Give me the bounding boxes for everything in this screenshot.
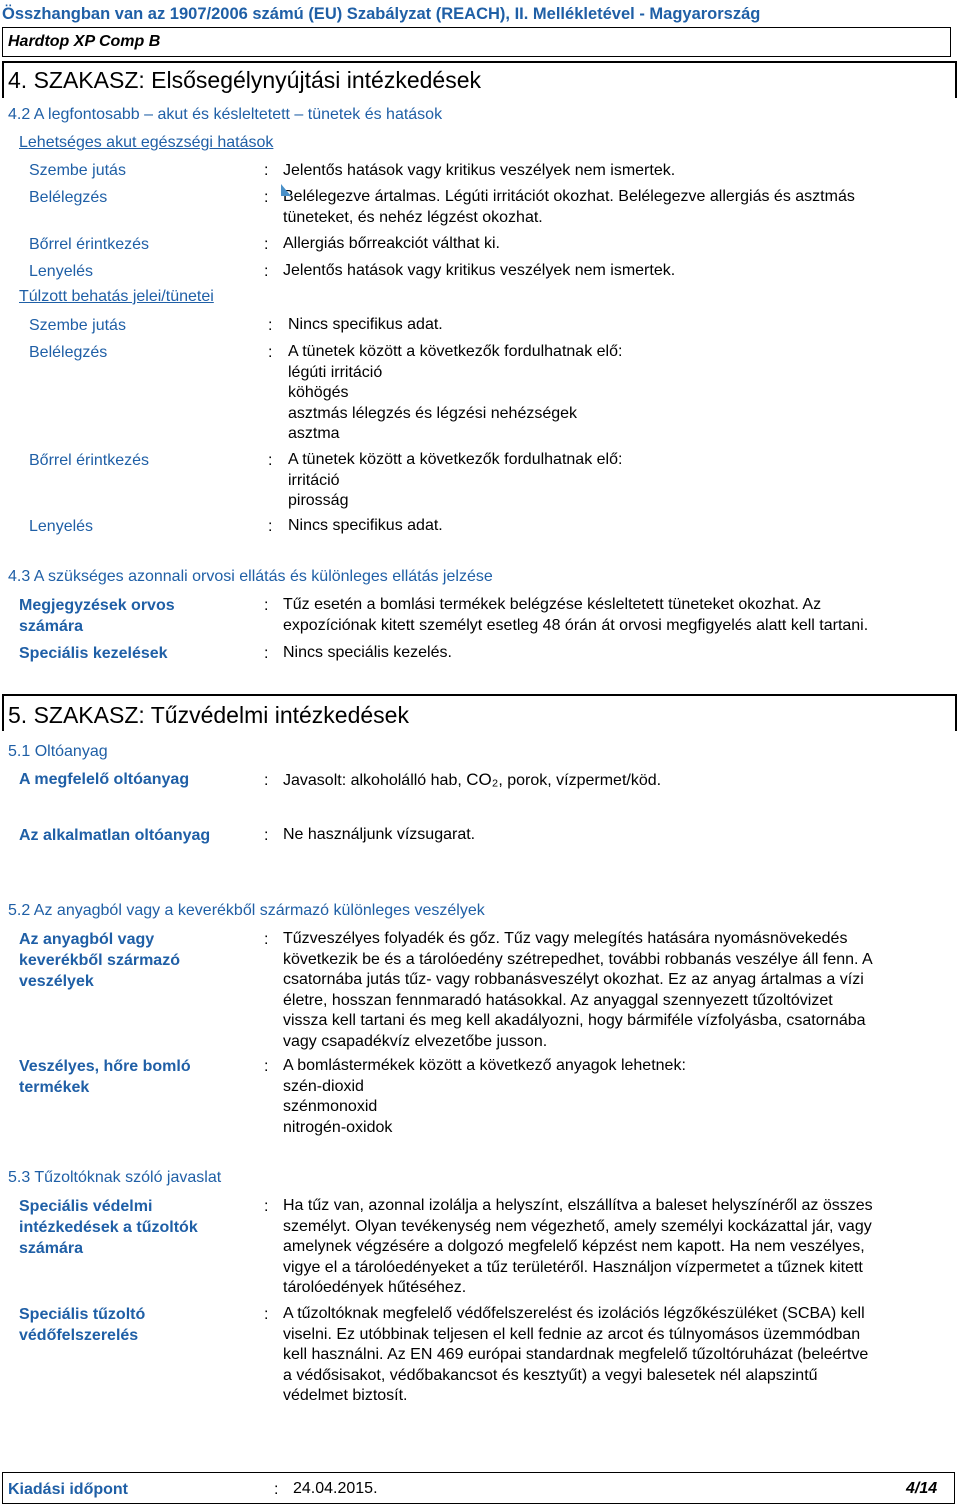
- text-line: asztmás lélegzés és légzési nehézségek: [288, 404, 578, 422]
- acute-skin-text: Allergiás bőrreakciót válthat ki.: [283, 235, 500, 252]
- text-line: csatornába jutás tűz- vagy robbanásveszélyt okozhat. Ez az anyag ártalmas a vízi: [283, 971, 864, 988]
- text-part: Javasolt: alkoholálló hab,: [283, 772, 467, 789]
- doctor-notes-text: [283, 595, 868, 636]
- text-line: életre, hosszan fennmaradó hatásokkal. Az anyaggal szennyezett tűzoltóvizet: [283, 991, 833, 1009]
- acute-skin-label: Bőrrel érintkezés: [29, 236, 150, 253]
- special-treatment-label: Speciális kezelések: [19, 645, 168, 662]
- section-4-title: 4. SZAKASZ: Elsősegélynyújtási intézkedések: [8, 67, 482, 93]
- label-line: védőfelszerelés: [19, 1327, 139, 1344]
- text-line: következik be és a tárolóedény szétrepedhet, további robbanás veszélye áll fenn. A: [283, 950, 873, 968]
- colon: :: [274, 1481, 279, 1498]
- firefighter-protection-label: [19, 1196, 198, 1259]
- over-ingest-label: Lenyelés: [29, 518, 94, 535]
- text-part: , porok, vízpermet/köd.: [498, 772, 662, 789]
- decomposition-label: [19, 1056, 191, 1098]
- issue-date: 24.04.2015.: [293, 1480, 378, 1497]
- colon: :: [264, 263, 269, 280]
- text-line: vigye el a tárolóedényeket a tűz területéről. Használjon vízpermetet a tűznek kitett: [283, 1258, 863, 1276]
- text-line: szén-dioxid: [283, 1077, 364, 1095]
- edit-marker-icon: [281, 184, 291, 196]
- label-line: Speciális tűzoltó: [19, 1306, 146, 1323]
- section-5-title: 5. SZAKASZ: Tűzvédelmi intézkedések: [8, 702, 409, 728]
- text-line: A bomlástermékek között a következő anyagok lehetnek:: [283, 1057, 686, 1074]
- text-line: szénmonoxid: [283, 1098, 378, 1115]
- acute-ingest-label: Lenyelés: [29, 263, 94, 280]
- label-line: keverékből származó: [19, 952, 180, 969]
- over-skin-label: Bőrrel érintkezés: [29, 452, 150, 469]
- acute-inhal-label: Belélegzés: [29, 189, 108, 206]
- text-line: A tűzoltóknak megfelelő védőfelszerelést és izolációs légzőkészüléket (SCBA) kell: [283, 1305, 865, 1322]
- text-line: Tűz esetén a bomlási termékek belégzése késleltetett tüneteket okozhat. Az: [283, 596, 822, 613]
- text-line: légúti irritáció: [288, 363, 383, 381]
- firefighter-equipment-label: [19, 1304, 145, 1346]
- colon: :: [264, 1058, 269, 1075]
- text-line: kell használni. Az EN 469 európai standardnak megfelelő tűzoltóruházat (beleértve: [283, 1346, 869, 1363]
- text-line: asztma: [288, 425, 340, 442]
- text-line: Ha tűz van, azonnal izolálja a helyszínt, elszállítva a baleset helyszínéről az összes: [283, 1197, 873, 1214]
- text-line: A tünetek között a következők fordulhatnak elő:: [288, 451, 623, 468]
- colon: :: [264, 645, 269, 662]
- subsection-5-2-title: 5.2 Az anyagból vagy a keverékből származó különleges veszélyek: [8, 902, 485, 919]
- footer-box: [2, 1472, 955, 1504]
- acute-eye-label: Szembe jutás: [29, 162, 126, 179]
- subsection-5-3-title: 5.3 Tűzoltóknak szóló javaslat: [8, 1169, 222, 1186]
- colon: :: [264, 189, 269, 206]
- over-eye-label: Szembe jutás: [29, 317, 126, 334]
- text-line: amelynek végzésére a dolgozó megfelelő képzést nem kapott. Ha nem veszélyes,: [283, 1238, 865, 1255]
- text-line: tárolóedények hűtéséhez.: [283, 1279, 467, 1296]
- colon: :: [268, 317, 273, 334]
- label-line: Speciális védelmi: [19, 1198, 153, 1215]
- text-line: tüneteket, és nehéz légzést okozhat.: [283, 208, 543, 226]
- hazards-label: [19, 929, 180, 992]
- label-line: számára: [19, 618, 84, 635]
- unsuitable-media-text: Ne használjunk vízsugarat.: [283, 826, 476, 843]
- product-name: Hardtop XP Comp B: [8, 33, 161, 50]
- subsection-5-1-title: 5.1 Oltóanyag: [8, 743, 108, 760]
- label-line: Az anyagból vagy: [19, 931, 155, 948]
- acute-ingest-text: Jelentős hatások vagy kritikus veszélyek nem ismertek.: [283, 262, 676, 279]
- text-line: irritáció: [288, 471, 340, 489]
- overexposure-title: Túlzott behatás jelei/tünetei: [19, 288, 214, 305]
- page-number: 4/14: [906, 1480, 938, 1497]
- unsuitable-media-label: Az alkalmatlan oltóanyag: [19, 827, 211, 844]
- colon: :: [264, 1306, 269, 1323]
- text-line: viselni. Ez utóbbinak teljesen el kell fednie az arcot és túlnyomásos üzemmódban: [283, 1325, 861, 1343]
- text-line: Belélegezve ártalmas. Légúti irritációt okozhat. Belélegezve allergiás és asztmás: [283, 188, 855, 205]
- colon: :: [264, 236, 269, 253]
- decomposition-text: [283, 1056, 686, 1138]
- text-line: pirosság: [288, 492, 349, 509]
- suitable-media-label: A megfelelő oltóanyag: [19, 771, 190, 788]
- label-line: számára: [19, 1240, 84, 1257]
- text-line: vissza kell tartani és meg kell akadályozni, hogy bármiféle vízfolyásba, csatornába: [283, 1012, 866, 1029]
- text-line: nitrogén-oxidok: [283, 1118, 393, 1136]
- over-eye-text: Nincs specifikus adat.: [288, 316, 443, 333]
- acute-inhal-text: [283, 187, 855, 228]
- issue-date-label: Kiadási időpont: [8, 1481, 128, 1498]
- acute-effects-title: Lehetséges akut egészségi hatások: [19, 134, 274, 151]
- colon: :: [264, 162, 269, 179]
- acute-eye-text: Jelentős hatások vagy kritikus veszélyek nem ismertek.: [283, 162, 676, 179]
- over-inhal-label: Belélegzés: [29, 344, 108, 361]
- text-line: személyt. Olyan tevékenység nem végezhető, amely személyi kockázattal jár, vagy: [283, 1217, 872, 1235]
- text-line: expozíciónak kitett személyt esetleg 48 órán át orvosi megfigyelés alatt kell tartani.: [283, 616, 869, 634]
- colon: :: [264, 1198, 269, 1215]
- doctor-notes-label: [19, 595, 175, 637]
- suitable-media-text: [283, 770, 661, 792]
- label-line: intézkedések a tűzoltók: [19, 1219, 198, 1236]
- firefighter-equipment-text: [283, 1304, 868, 1407]
- text-line: köhögés: [288, 384, 349, 401]
- colon: :: [264, 597, 269, 614]
- firefighter-protection-text: [283, 1196, 873, 1299]
- text-line: a védősisakot, védőbakancsot és kesztyűt) a vegyi balesetek nél alapszintű: [283, 1366, 818, 1384]
- colon: :: [268, 518, 273, 535]
- colon: :: [264, 931, 269, 948]
- over-ingest-text: Nincs specifikus adat.: [288, 517, 443, 534]
- label-line: Veszélyes, hőre bomló: [19, 1058, 191, 1075]
- text-line: vagy csapadékvíz elvezetőbe jusson.: [283, 1032, 548, 1050]
- over-inhal-text: [288, 342, 622, 445]
- colon: :: [268, 344, 273, 361]
- regulation-header: Összhangban van az 1907/2006 számú (EU) Szabályzat (REACH), II. Mellékletével - Magyarország: [2, 5, 761, 23]
- text-line: Tűzveszélyes folyadék és gőz. Tűz vagy melegítés hatására nyomásnövekedés: [283, 930, 848, 947]
- colon: :: [264, 772, 269, 789]
- label-line: termékek: [19, 1079, 90, 1096]
- co2-formula: CO₂: [466, 770, 499, 789]
- text-line: védelmet biztosít.: [283, 1387, 408, 1404]
- label-line: Megjegyzések orvos: [19, 597, 175, 614]
- hazards-text: [283, 929, 873, 1052]
- colon: :: [264, 827, 269, 844]
- over-skin-text: [288, 450, 622, 512]
- special-treatment-text: Nincs speciális kezelés.: [283, 644, 452, 661]
- subsection-4-2-title: 4.2 A legfontosabb – akut és késleltetett – tünetek és hatások: [8, 106, 443, 123]
- text-line: A tünetek között a következők fordulhatnak elő:: [288, 343, 623, 360]
- subsection-4-3-title: 4.3 A szükséges azonnali orvosi ellátás és különleges ellátás jelzése: [8, 568, 493, 585]
- colon: :: [268, 452, 273, 469]
- label-line: veszélyek: [19, 973, 94, 990]
